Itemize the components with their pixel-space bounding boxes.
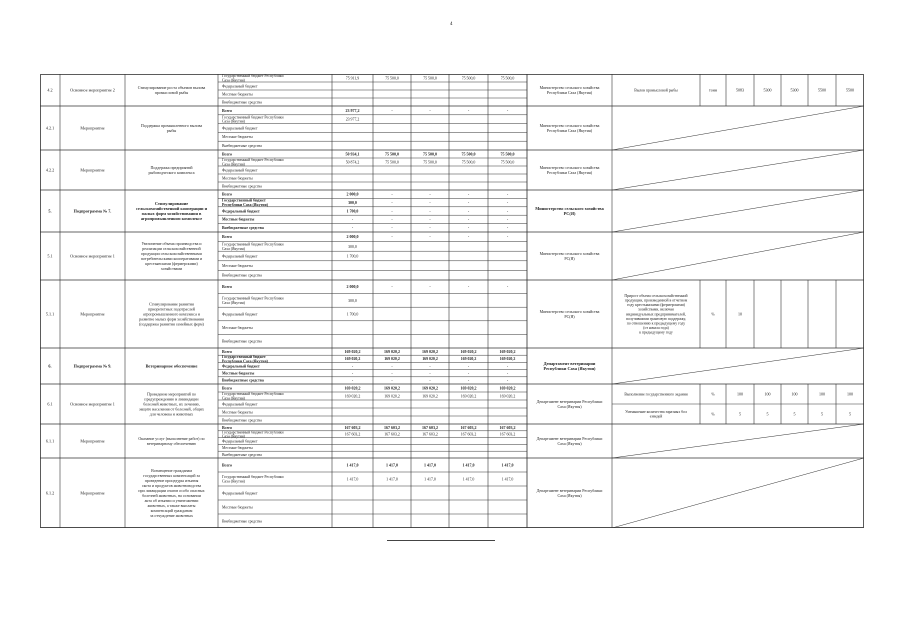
funding-value: 75 500,0 xyxy=(423,160,437,165)
indicator-name: к предыдущему году xyxy=(639,330,673,335)
funding-source: Внебюджетные средства xyxy=(222,226,264,231)
indicator-name: хозяйствами, включая xyxy=(638,307,674,312)
funding-value: - xyxy=(467,226,470,231)
total-value: - xyxy=(467,284,470,290)
total-value: 75 500,0 xyxy=(423,151,437,157)
measure-description: крестьянскими (фермерскими) xyxy=(145,260,198,266)
funding-value: 169 020,2 xyxy=(344,357,361,362)
indicator-value: 5300 xyxy=(763,87,772,93)
responsible-executor: Республики Саха (Якутия) xyxy=(546,89,593,95)
funding-source: Внебюджетные средства xyxy=(222,143,262,148)
program-table xyxy=(40,74,864,528)
measure-description: сельскохозяйственной кооперации и xyxy=(135,206,208,211)
funding-value: - xyxy=(506,371,509,376)
funding-value: - xyxy=(391,364,393,369)
funding-source: Государственный бюджет Республики xyxy=(222,242,284,247)
funding-value: - xyxy=(351,364,354,369)
funding-value: - xyxy=(391,226,393,231)
funding-value: - xyxy=(429,378,431,383)
total-value: - xyxy=(506,107,509,113)
measure-description: Стимулирование развития xyxy=(149,301,194,307)
funding-value: 167 603,2 xyxy=(384,432,400,437)
funding-source: Местные бюджеты xyxy=(222,263,253,268)
total-value: 169 020,2 xyxy=(422,385,438,391)
measure-description: продукции сельскохозяйственными xyxy=(141,250,202,256)
funding-value: - xyxy=(391,209,393,214)
responsible-executor: Саха (Якутия) xyxy=(557,492,582,498)
total-value: 23 977,2 xyxy=(345,107,360,113)
funding-value: - xyxy=(506,217,509,222)
measure-description: за отчуждение животных xyxy=(150,512,193,518)
footer-line xyxy=(387,540,495,541)
funding-value: 50 874,2 xyxy=(345,160,360,165)
funding-value: - xyxy=(391,371,393,376)
total-label: Всего xyxy=(222,234,232,240)
row-type: Основное мероприятие 2 xyxy=(70,87,115,93)
total-value: - xyxy=(391,191,393,197)
funding-source: Федеральный бюджет xyxy=(222,168,258,173)
total-value: 169 020,2 xyxy=(422,349,438,354)
funding-value: - xyxy=(467,364,470,369)
funding-value: - xyxy=(467,378,470,383)
responsible-executor: РС(Я) xyxy=(564,313,575,319)
funding-value: 167 603,2 xyxy=(344,432,361,437)
funding-value: 169 020,2 xyxy=(384,357,400,362)
measure-description: потребительскими кооперативами и xyxy=(140,255,203,261)
funding-source: Саха (Якутия) xyxy=(222,78,245,83)
responsible-executor: Саха (Якутия) xyxy=(557,403,582,409)
measure-description: проведение процедуры изъятия xyxy=(144,477,199,483)
responsible-executor: Департамент ветеринарии Республики xyxy=(536,487,603,493)
funding-value: 167 603,2 xyxy=(499,432,516,437)
funding-value: - xyxy=(429,209,431,214)
empty-cell-diagonal xyxy=(612,424,864,458)
funding-value: 169 020,2 xyxy=(422,394,438,399)
funding-value: 169 020,2 xyxy=(344,394,361,399)
funding-value: 1 417,0 xyxy=(501,477,514,482)
total-value: - xyxy=(429,284,431,290)
responsible-executor: Департамент ветеринарии Республики xyxy=(536,398,603,404)
indicator-value: 5 xyxy=(849,411,851,417)
row-number: 6. xyxy=(48,363,52,369)
total-value: 2 000,0 xyxy=(346,191,359,197)
empty-cell-diagonal xyxy=(612,106,864,150)
measure-description: при ликвидации очагов особо опасных xyxy=(138,487,205,493)
funding-value: 23 977,2 xyxy=(345,117,360,122)
funding-value: 75 500,0 xyxy=(385,160,399,165)
funding-source: Внебюджетные средства xyxy=(222,273,262,278)
row-number: 4.2.1 xyxy=(45,125,55,131)
page-number: 4 xyxy=(450,22,453,27)
total-value: 169 020,2 xyxy=(384,349,400,354)
indicator-value: 5 xyxy=(821,411,823,417)
measure-description: Оказание услуг (выполнение работ) по xyxy=(138,435,205,441)
measure-description: защите населения от болезней, общих xyxy=(139,406,204,412)
funding-source: Внебюджетные средства xyxy=(222,519,262,524)
total-value: 75 500,0 xyxy=(500,151,515,157)
row-type: Основное мероприятие 1 xyxy=(70,253,115,259)
total-label: Всего xyxy=(222,385,232,391)
total-value: 1 417,0 xyxy=(501,462,514,468)
funding-source: Федеральный бюджет xyxy=(222,439,258,444)
funding-source: Федеральный бюджет xyxy=(222,312,258,317)
funding-source: Федеральный бюджет xyxy=(222,254,258,259)
funding-value: - xyxy=(506,201,509,205)
measure-description: рыбы xyxy=(166,127,177,133)
indicator-name: году крестьянскими (фермерскими) xyxy=(627,303,685,308)
row-number: 6.1 xyxy=(47,401,53,407)
funding-value: - xyxy=(391,378,393,383)
responsible-executor: Министерство сельского хозяйства xyxy=(539,122,600,128)
funding-value: - xyxy=(506,378,509,383)
measure-description: реализации сельскохозяйственной xyxy=(142,245,201,251)
empty-cell-diagonal xyxy=(612,150,864,190)
funding-source: Федеральный бюджет xyxy=(222,491,258,496)
total-value: 169 020,2 xyxy=(499,385,516,391)
total-label: Всего xyxy=(222,107,232,113)
measure-description: промысловой рыбы xyxy=(154,89,189,95)
funding-value: - xyxy=(467,209,470,214)
total-value: - xyxy=(506,234,509,240)
funding-value: - xyxy=(506,364,509,369)
funding-source: Федеральный бюджет xyxy=(222,209,260,214)
funding-source: Местные бюджеты xyxy=(222,176,253,181)
funding-source: Саха (Якутия) xyxy=(222,479,245,484)
row-type: Мероприятие xyxy=(80,438,105,444)
measure-description: Увеличение объема производства и xyxy=(141,240,202,246)
measure-description: государственных компенсаций за xyxy=(143,472,200,478)
measure-description: агропромышленного комплекса и xyxy=(142,311,201,317)
measure-description: для человека и животных xyxy=(149,411,194,417)
funding-value: - xyxy=(351,378,354,383)
funding-value: 169 020,2 xyxy=(460,357,477,362)
funding-value: - xyxy=(429,371,431,376)
funding-value: 75 500,0 xyxy=(500,160,515,165)
responsible-executor: Республики Саха (Якутия) xyxy=(546,169,593,175)
indicator-name: индивидуальных предпринимателей, xyxy=(626,312,686,317)
funding-value: 167 603,2 xyxy=(460,432,477,437)
funding-source: Государственный бюджет Республики xyxy=(222,296,284,301)
responsible-executor: Саха (Якутия) xyxy=(557,440,582,446)
funding-value: 1 417,0 xyxy=(346,477,359,482)
total-value: - xyxy=(506,191,509,197)
indicator-name: продукции, произведенной в отчетном xyxy=(624,298,688,303)
measure-description: Ветеринарное обеспечение xyxy=(145,363,198,369)
responsible-executor: Министерство сельского хозяйства xyxy=(539,164,600,170)
funding-source: Саха (Якутия) xyxy=(222,300,245,305)
empty-cell-diagonal xyxy=(612,190,864,232)
total-value: 169 020,2 xyxy=(344,349,361,354)
funding-source: Внебюджетные средства xyxy=(222,378,264,383)
measure-description: Стимулирование xyxy=(154,201,189,206)
total-label: Всего xyxy=(222,349,232,354)
total-value: - xyxy=(467,191,470,197)
row-number: 4.2 xyxy=(47,87,53,93)
funding-value: 1 417,0 xyxy=(386,477,398,482)
row-type: Подпрограмма № 9. xyxy=(73,363,112,369)
indicator-value: 5 xyxy=(793,411,796,417)
row-number: 5.1.1 xyxy=(45,311,55,317)
total-label: Всего xyxy=(222,191,232,197)
indicator-unit: тонн xyxy=(709,87,717,93)
row-number: 4.2.2 xyxy=(45,167,55,173)
indicator-value: 10 xyxy=(738,311,742,317)
funding-value: 169 020,2 xyxy=(384,394,400,399)
funding-value: - xyxy=(467,201,470,205)
total-value: 2 000,0 xyxy=(346,234,359,240)
funding-source: Местные бюджеты xyxy=(222,217,255,222)
total-value: - xyxy=(429,234,431,240)
funding-source: Местные бюджеты xyxy=(222,410,253,415)
row-number: 5. xyxy=(48,208,52,214)
funding-value: 169 020,2 xyxy=(499,394,516,399)
measure-description: агропромышленном комплексе xyxy=(140,216,203,221)
responsible-executor: РС(Я) xyxy=(564,255,575,261)
empty-cell-diagonal xyxy=(612,458,864,528)
total-value: 169 020,2 xyxy=(499,349,516,354)
total-value: - xyxy=(429,107,431,113)
funding-source: Республики Саха (Якутия) xyxy=(222,359,268,364)
total-value: 167 603,2 xyxy=(344,424,361,430)
funding-source: Федеральный бюджет xyxy=(222,364,260,369)
funding-source: Государственный бюджет Республики xyxy=(222,115,284,120)
total-value: - xyxy=(467,234,470,240)
funding-source: Внебюджетные средства xyxy=(222,100,262,105)
measure-description: развитие малых форм хозяйствования xyxy=(139,316,204,322)
funding-value: 300,0 xyxy=(348,298,357,303)
total-value: 167 603,2 xyxy=(384,424,400,430)
responsible-executor: Департамент ветеринарии xyxy=(543,361,596,366)
indicator-value: 5500 xyxy=(818,87,826,93)
total-value: 1 417,0 xyxy=(386,462,398,468)
empty-cell-diagonal xyxy=(612,348,864,384)
funding-source: Саха (Якутия) xyxy=(222,396,245,401)
total-value: 167 603,2 xyxy=(460,424,477,430)
funding-value: - xyxy=(391,201,393,205)
measure-description: хозяйствами xyxy=(160,265,183,271)
total-value: 169 020,2 xyxy=(460,385,477,391)
funding-source: Саха (Якутия) xyxy=(222,434,245,439)
responsible-executor: Республики Саха (Якутия) xyxy=(543,366,596,371)
funding-source: Внебюджетные средства xyxy=(222,418,262,423)
measure-description: скота и продуктов животноводства xyxy=(141,482,202,488)
funding-source: Федеральный бюджет xyxy=(222,126,258,131)
measure-description: Поддержка промышленного вылова xyxy=(140,122,203,128)
row-type: Мероприятие xyxy=(80,167,105,173)
funding-source: Местные бюджеты xyxy=(222,135,253,140)
responsible-executor: Министерство сельского хозяйства xyxy=(539,308,600,314)
indicator-name: Прирост объема сельскохозяйственной xyxy=(624,293,688,298)
measure-description: малых форм хозяйствования в xyxy=(141,211,202,216)
measure-description: Проведение мероприятий по xyxy=(147,391,196,397)
row-type: Основное мероприятие 1 xyxy=(70,401,115,407)
total-value: - xyxy=(506,284,509,290)
indicator-value: 5300 xyxy=(790,87,799,93)
indicator-value: 100 xyxy=(791,391,798,397)
funding-value: - xyxy=(429,364,431,369)
funding-source: Государственный бюджет Республики xyxy=(222,158,284,163)
total-label: Всего xyxy=(222,151,232,157)
funding-source: Государственный бюджет xyxy=(222,198,266,203)
total-value: 169 020,2 xyxy=(384,385,400,391)
funding-value: - xyxy=(506,209,509,214)
measure-description: рыбоводческого комплекса xyxy=(148,169,195,175)
measure-description: ветеринарному обеспечению xyxy=(146,440,197,446)
funding-value: - xyxy=(467,217,470,222)
indicator-name: по отношению к предыдущему году xyxy=(626,321,686,326)
funding-value: 75 500,0 xyxy=(423,76,437,81)
measure-description: Поддержка предприятий xyxy=(150,164,193,170)
funding-value: - xyxy=(351,371,354,376)
indicator-value: 5083 xyxy=(736,87,744,93)
measure-description: компенсаций гражданам xyxy=(150,507,193,513)
total-value: 169 020,2 xyxy=(460,349,477,354)
funding-value: - xyxy=(429,201,431,205)
responsible-executor: Республики Саха (Якутия) xyxy=(546,127,593,133)
indicator-name: Выполнение государственного задания xyxy=(624,392,688,397)
total-value: 75 500,0 xyxy=(385,151,399,157)
funding-value: 1 700,0 xyxy=(346,312,359,317)
funding-value: 169 020,2 xyxy=(460,394,477,399)
measure-description: болезней животных, на основании xyxy=(142,492,201,498)
funding-source: Государственный бюджет Республики xyxy=(222,430,284,435)
funding-value: - xyxy=(429,226,431,231)
funding-value: 75 500,0 xyxy=(500,76,515,81)
responsible-executor: Министерство сельского хозяйства xyxy=(539,84,600,90)
funding-source: Государственный бюджет Республики xyxy=(222,74,284,79)
funding-source: Внебюджетные средства xyxy=(222,339,262,344)
total-label: Всего xyxy=(222,424,232,430)
row-type: Мероприятие xyxy=(80,125,105,131)
funding-value: 169 020,2 xyxy=(499,357,516,362)
indicator-value: 5500 xyxy=(846,87,854,93)
funding-source: Саха (Якутия) xyxy=(222,246,245,251)
total-value: 169 020,2 xyxy=(344,385,361,391)
total-label: Всего xyxy=(222,462,232,468)
funding-source: Государственный бюджет xyxy=(222,354,266,359)
funding-value: - xyxy=(429,217,431,222)
row-type: Мероприятие xyxy=(80,311,105,317)
indicator-name: (от начала года) xyxy=(643,326,669,331)
funding-value: 1 417,0 xyxy=(424,477,436,482)
measure-description: приоритетных подотраслей xyxy=(148,306,195,312)
funding-source: Местные бюджеты xyxy=(222,371,255,376)
total-value: 1 417,0 xyxy=(346,462,359,468)
funding-value: 75 500,0 xyxy=(461,160,476,165)
funding-value: 75 500,0 xyxy=(385,76,399,81)
indicator-name: Вылов промысловой рыбы xyxy=(634,88,678,93)
row-type: Подпрограмма № 7. xyxy=(73,208,112,214)
funding-value: - xyxy=(351,217,354,222)
total-value: 167 603,2 xyxy=(499,424,516,430)
total-value: 50 934,1 xyxy=(345,151,360,157)
funding-value: 1 700,0 xyxy=(346,254,359,259)
responsible-executor: Министерство сельского хозяйства xyxy=(535,206,604,211)
funding-source: Внебюджетные средства xyxy=(222,452,262,457)
indicator-unit: % xyxy=(711,391,715,397)
measure-description: акта об изъятии и уничтожении xyxy=(144,497,199,503)
funding-value: 75 500,0 xyxy=(461,76,476,81)
indicator-unit: % xyxy=(711,411,715,417)
funding-value: - xyxy=(391,217,393,222)
indicator-value: 5 xyxy=(739,411,741,417)
empty-cell-diagonal xyxy=(612,232,864,280)
funding-value: - xyxy=(351,226,354,231)
funding-value: 75 911,9 xyxy=(345,76,360,81)
funding-source: Саха (Якутия) xyxy=(222,119,245,124)
measure-description: предупреждению и ликвидации xyxy=(144,396,199,402)
funding-source: Местные бюджеты xyxy=(222,92,253,97)
row-number: 6.1.1 xyxy=(45,438,55,444)
funding-value: - xyxy=(467,371,470,376)
funding-value: 300,0 xyxy=(348,244,357,249)
indicator-name: Уменьшение количества заразных бол xyxy=(625,410,687,414)
responsible-executor: РС(Я) xyxy=(563,211,576,216)
total-value: 2 000,0 xyxy=(346,284,359,290)
funding-source: Местные бюджеты xyxy=(222,325,253,330)
measure-description: животных, а также выплаты xyxy=(147,502,196,508)
total-value: 1 417,0 xyxy=(424,462,436,468)
indicator-unit: % xyxy=(711,311,715,317)
row-number: 5.1 xyxy=(47,253,53,259)
funding-source: Государственный бюджет Республики xyxy=(222,475,284,480)
funding-value: 300,0 xyxy=(348,201,357,205)
indicator-value: 5 xyxy=(766,411,769,417)
indicator-value: 100 xyxy=(847,391,853,397)
funding-source: Республики Саха (Якутия) xyxy=(222,203,268,208)
funding-source: Саха (Якутия) xyxy=(222,162,245,167)
measure-description: Стимулирование роста объемов вылова xyxy=(137,84,206,90)
total-value: - xyxy=(467,107,470,113)
row-number: 6.1.2 xyxy=(45,490,55,496)
measure-description: Возмещение гражданам xyxy=(151,467,192,473)
measure-description: (поддержка развития семейных ферм) xyxy=(139,321,204,327)
funding-source: Федеральный бюджет xyxy=(222,84,258,89)
measure-description: болезней животных, их лечению, xyxy=(143,401,200,407)
total-value: 1 417,0 xyxy=(462,462,475,468)
total-value: - xyxy=(429,191,431,197)
indicator-name: езнедей xyxy=(649,414,663,419)
total-value: 167 603,2 xyxy=(422,424,438,430)
indicator-value: 100 xyxy=(819,391,825,397)
funding-value: 167 603,2 xyxy=(422,432,438,437)
total-value: 75 500,0 xyxy=(461,151,476,157)
funding-source: Местные бюджеты xyxy=(222,505,253,510)
total-value: - xyxy=(391,234,393,240)
total-value: - xyxy=(391,107,393,113)
indicator-value: 100 xyxy=(737,391,743,397)
row-type: Мероприятие xyxy=(80,490,105,496)
indicator-name: получившими грантовую поддержку, xyxy=(626,316,686,321)
responsible-executor: Министерство сельского хозяйства xyxy=(539,250,600,256)
funding-value: 1 417,0 xyxy=(462,477,475,482)
funding-value: - xyxy=(506,226,509,231)
funding-source: Местные бюджеты xyxy=(222,446,253,451)
funding-source: Государственный бюджет Республики xyxy=(222,392,284,397)
funding-source: Федеральный бюджет xyxy=(222,402,258,407)
total-value: - xyxy=(391,284,393,290)
funding-value: 1 700,0 xyxy=(346,209,359,214)
indicator-value: 100 xyxy=(764,391,771,397)
program-table-grid xyxy=(40,74,864,528)
total-label: Всего xyxy=(222,284,232,290)
funding-value: 169 020,2 xyxy=(422,357,438,362)
funding-source: Внебюджетные средства xyxy=(222,184,262,189)
responsible-executor: Департамент ветеринарии Республики xyxy=(536,435,603,441)
